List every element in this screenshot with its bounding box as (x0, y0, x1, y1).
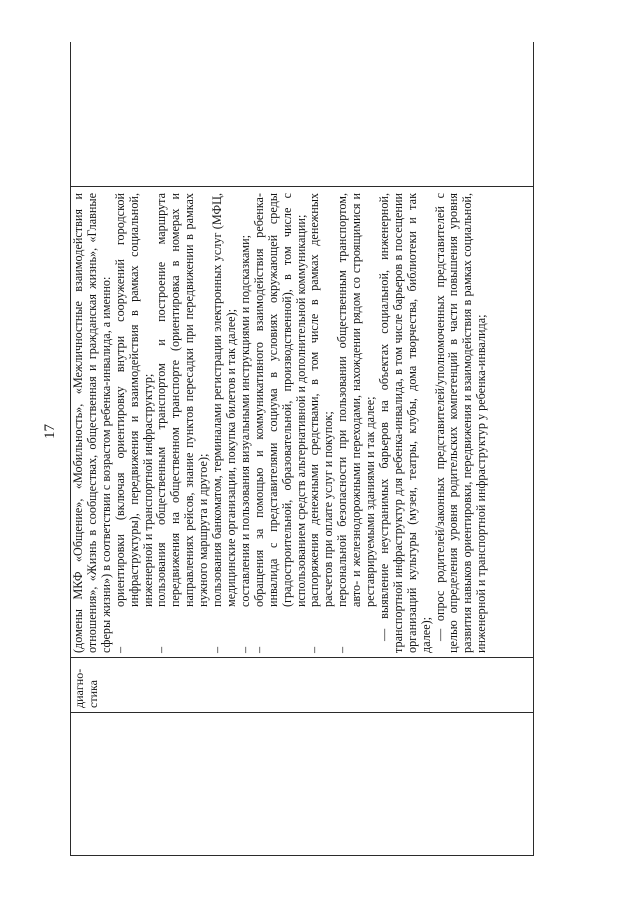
intro-paragraph: (домены МКФ «Общение», «Мобильность», «Межличностные взаимодействия и отношения», «Жизнь в сообществах, общественная и гражданская жизнь», «Главные сферы жизни») в соответствии с возрастом ребенка-инвалида, а именно: (71, 193, 113, 653)
list-item-text: пользования банкоматом, терминалами регистрации электронных услуг (МФЦ, медицинские организации, покупка билетов и так далее); (210, 193, 238, 607)
dash-marker: – (251, 646, 266, 653)
list-item-text: персональной безопасности при пользовании общественным транспортом, авто- и железнодорожными переходами, нахождении рядом со строящимися и реставрируемыми зданиями и так далее; (335, 193, 378, 607)
dash-marker: – (307, 646, 322, 653)
list-item-text: ориентировки (включая ориентировку внутри сооружений городской инфраструктуры), передвижения и взаимодействия в рамках социальной, инженерной и транспортной инфраструктур; (112, 193, 155, 607)
dash-marker: – (210, 646, 225, 653)
list-item (155, 193, 211, 653)
dash-marker: – (335, 646, 350, 653)
list-item (114, 193, 156, 653)
list-item (308, 193, 336, 653)
stage-label-cell (71, 658, 534, 713)
list-item-text: составления и пользования визуальными инструкциями и подсказками; (237, 235, 252, 607)
list-item-text: обращения за помощью и коммуникативного взаимодействия ребенка-инвалида с представителями социума в условиях окружающей среды (градостроительной, образовательной, производственной), в том числе с использованием средств альтернативной и дополнительной коммуникации; (251, 193, 308, 607)
stage-label: диагно-стика (72, 668, 100, 708)
list-item (211, 193, 239, 653)
dash-marker: – (154, 646, 169, 653)
table-row (71, 42, 534, 856)
list-item (239, 193, 253, 653)
rotated-table-frame (70, 42, 534, 856)
content-table (70, 42, 534, 856)
sub-paragraph: — выявление неустранимых барьеров на объектах социальной, инженерной, транспортной инфраструктур для ребенка-инвалида, в том числе барьеров в посещении организаций культуры (музеи, театры, клубы, дома творчества, библиотеки и так далее); (376, 193, 433, 653)
page-number (40, 417, 60, 445)
empty-cell-left (71, 713, 534, 856)
sub-paragraph: — опрос родителей/законных представителей/уполномоченных представителей с целью определения уровня родительских компетенций в части повышения уровня развития навыков ориентировки, передвижения и взаимодействия в рамках социальной, инженерной и транспортной инфраструктур у ребенка-инвалида; (432, 193, 489, 653)
dash-marker: – (237, 646, 252, 653)
dash-marker: – (112, 646, 127, 653)
page-number-text: 17 (41, 423, 58, 439)
list-item (253, 193, 309, 653)
list-item (336, 193, 378, 653)
list-item-text: распоряжения денежными средствами, в том числе в рамках денежных расчетов при оплате услуг и покупок; (307, 193, 336, 607)
list-item-text: пользования общественным транспортом и построение маршрута передвижения на общественном транспорте (ориентировка в номерах и направлениях рейсов, знание пунктов пересадки при передвижении в рамках нужного маршрута и другое); (154, 193, 211, 607)
empty-cell-right (71, 42, 534, 187)
description-cell (71, 187, 534, 658)
table-inner (70, 42, 534, 856)
